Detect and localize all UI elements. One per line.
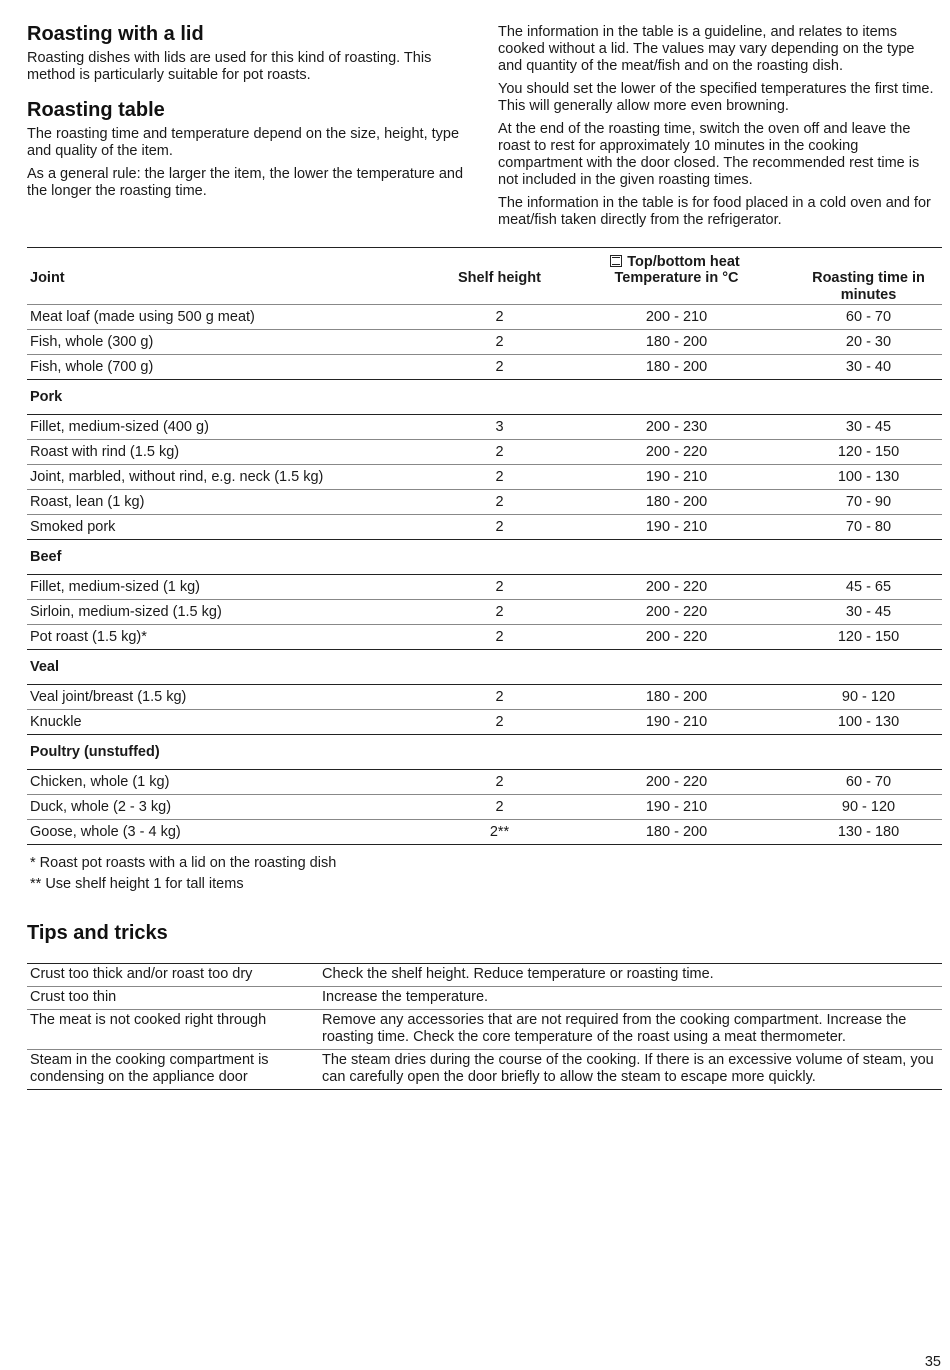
header-shelf-height: Shelf height (458, 270, 541, 286)
cell-joint: Sirloin, medium-sized (1.5 kg) (27, 600, 441, 625)
table-row (27, 685, 942, 710)
cell-shelf-height: 2 (441, 625, 558, 650)
cell-joint: Joint, marbled, without rind, e.g. neck (1.5 kg) (27, 465, 441, 490)
cell-roasting-time: 30 - 45 (795, 415, 942, 440)
cell-shelf-height: 2 (441, 575, 558, 600)
cell-shelf-height: 2 (441, 685, 558, 710)
cell-joint: Smoked pork (27, 515, 441, 540)
cell-shelf-height: 2 (441, 710, 558, 735)
group-name: Beef (27, 540, 942, 575)
cell-roasting-time: 100 - 130 (795, 465, 942, 490)
cell-problem: The meat is not cooked right through (27, 1010, 315, 1050)
cell-temperature: 180 - 200 (558, 355, 795, 380)
cell-roasting-time: 60 - 70 (795, 770, 942, 795)
cell-remedy: Remove any accessories that are not required from the cooking compartment. Increase the roasting time. Check the core temperature of the roast using a meat thermometer. (315, 1010, 942, 1050)
group-header-row (27, 540, 942, 575)
cell-shelf-height: 2 (441, 465, 558, 490)
table-row (27, 490, 942, 515)
group-name: Poultry (unstuffed) (27, 735, 942, 770)
cell-joint: Goose, whole (3 - 4 kg) (27, 820, 441, 845)
paragraph-lower-temperature: You should set the lower of the specified temperatures the first time. This will generally allow more even browning. (498, 81, 934, 114)
cell-joint: Meat loaf (made using 500 g meat) (27, 305, 441, 330)
table-row (27, 305, 942, 330)
cell-joint: Roast with rind (1.5 kg) (27, 440, 441, 465)
tips-row (27, 1010, 942, 1050)
paragraph-cold-oven: The information in the table is for food placed in a cold oven and for meat/fish taken directly from the refrigerator. (498, 195, 931, 228)
header-roasting-time: Roasting time in minutes (812, 270, 925, 303)
cell-roasting-time: 90 - 120 (795, 795, 942, 820)
column-header-row (27, 270, 942, 305)
cell-shelf-height: 2** (441, 820, 558, 845)
cell-joint: Fillet, medium-sized (1 kg) (27, 575, 441, 600)
table-footnotes (30, 853, 336, 895)
cell-joint: Knuckle (27, 710, 441, 735)
group-name: Veal (27, 650, 942, 685)
cell-temperature: 180 - 200 (558, 685, 795, 710)
cell-shelf-height: 2 (441, 600, 558, 625)
left-column (27, 22, 469, 206)
table-row (27, 465, 942, 490)
group-name: Pork (27, 380, 942, 415)
tips-row (27, 987, 942, 1010)
table-row (27, 355, 942, 380)
paragraph-rest-time: At the end of the roasting time, switch the oven off and leave the roast to rest for approximately 10 minutes in the cooking compartment with the door closed. The recommended rest time is not included in the given roasting times. (498, 121, 920, 188)
cell-shelf-height: 2 (441, 770, 558, 795)
cell-temperature: 190 - 210 (558, 465, 795, 490)
cell-joint: Pot roast (1.5 kg)* (27, 625, 441, 650)
cell-problem: Steam in the cooking compartment is condensing on the appliance door (27, 1050, 315, 1090)
roasting-table (27, 247, 942, 845)
cell-joint: Roast, lean (1 kg) (27, 490, 441, 515)
cell-joint: Duck, whole (2 - 3 kg) (27, 795, 441, 820)
cell-temperature: 190 - 210 (558, 710, 795, 735)
top-bottom-heat-icon (610, 255, 622, 267)
group-header-row (27, 380, 942, 415)
cell-shelf-height: 2 (441, 440, 558, 465)
cell-temperature: 180 - 200 (558, 820, 795, 845)
cell-temperature: 200 - 220 (558, 770, 795, 795)
paragraph-general-rule: As a general rule: the larger the item, the lower the temperature and the longer the roasting time. (27, 166, 464, 199)
section-heading-roasting-with-lid: Roasting with a lid (27, 23, 204, 45)
cell-roasting-time: 30 - 45 (795, 600, 942, 625)
table-row (27, 575, 942, 600)
cell-temperature: 200 - 220 (558, 440, 795, 465)
cell-shelf-height: 2 (441, 305, 558, 330)
cell-remedy: Check the shelf height. Reduce temperature or roasting time. (315, 964, 942, 987)
cell-temperature: 200 - 220 (558, 575, 795, 600)
cell-roasting-time: 60 - 70 (795, 305, 942, 330)
cell-shelf-height: 2 (441, 330, 558, 355)
table-row (27, 515, 942, 540)
cell-temperature: 200 - 230 (558, 415, 795, 440)
cell-shelf-height: 2 (441, 795, 558, 820)
cell-roasting-time: 120 - 150 (795, 625, 942, 650)
paragraph-guideline: The information in the table is a guideline, and relates to items cooked without a lid. The values may vary depending on the type and quantity of the meat/fish and on the roasting dish. (498, 24, 915, 74)
table-row (27, 770, 942, 795)
cell-roasting-time: 120 - 150 (795, 440, 942, 465)
tips-table (27, 963, 942, 1090)
group-header-row (27, 650, 942, 685)
cell-remedy: Increase the temperature. (315, 987, 942, 1010)
cell-temperature: 190 - 210 (558, 515, 795, 540)
cell-roasting-time: 45 - 65 (795, 575, 942, 600)
paragraph-lid-intro: Roasting dishes with lids are used for this kind of roasting. This method is particularly suitable for pot roasts. (27, 50, 432, 83)
heat-mode-label: Top/bottom heat (558, 248, 795, 270)
group-header-row (27, 735, 942, 770)
cell-shelf-height: 3 (441, 415, 558, 440)
cell-temperature: 180 - 200 (558, 330, 795, 355)
cell-roasting-time: 100 - 130 (795, 710, 942, 735)
cell-joint: Fillet, medium-sized (400 g) (27, 415, 441, 440)
cell-joint: Chicken, whole (1 kg) (27, 770, 441, 795)
section-heading-roasting-table: Roasting table (27, 99, 165, 121)
cell-roasting-time: 70 - 90 (795, 490, 942, 515)
cell-roasting-time: 20 - 30 (795, 330, 942, 355)
cell-temperature: 200 - 210 (558, 305, 795, 330)
table-row (27, 625, 942, 650)
cell-joint: Fish, whole (300 g) (27, 330, 441, 355)
cell-joint: Fish, whole (700 g) (27, 355, 441, 380)
cell-shelf-height: 2 (441, 355, 558, 380)
paragraph-time-temperature: The roasting time and temperature depend on the size, height, type and quality of the item. (27, 126, 460, 159)
cell-joint: Veal joint/breast (1.5 kg) (27, 685, 441, 710)
right-column (498, 24, 942, 235)
table-row (27, 795, 942, 820)
cell-temperature: 200 - 220 (558, 625, 795, 650)
table-end-rule (27, 845, 942, 846)
table-row (27, 415, 942, 440)
cell-roasting-time: 130 - 180 (795, 820, 942, 845)
cell-problem: Crust too thin (27, 987, 315, 1010)
cell-problem: Crust too thick and/or roast too dry (27, 964, 315, 987)
cell-shelf-height: 2 (441, 515, 558, 540)
header-temperature: Temperature in °C (614, 270, 739, 286)
heat-mode-header-row (27, 248, 942, 270)
table-row (27, 600, 942, 625)
page-number: 35 (924, 1354, 941, 1370)
footnote-shelf-height: ** Use shelf height 1 for tall items (30, 876, 244, 892)
tips-row (27, 1050, 942, 1090)
cell-shelf-height: 2 (441, 490, 558, 515)
header-joint: Joint (30, 270, 65, 286)
table-row (27, 710, 942, 735)
cell-roasting-time: 70 - 80 (795, 515, 942, 540)
tips-row (27, 964, 942, 987)
cell-temperature: 190 - 210 (558, 795, 795, 820)
table-row (27, 440, 942, 465)
table-row (27, 820, 942, 845)
cell-temperature: 180 - 200 (558, 490, 795, 515)
section-heading-tips: Tips and tricks (27, 922, 168, 944)
cell-remedy: The steam dries during the course of the cooking. If there is an excessive volume of steam, you can carefully open the door briefly to allow the steam to escape more quickly. (315, 1050, 942, 1090)
footnote-pot-roast: * Roast pot roasts with a lid on the roasting dish (30, 855, 337, 871)
table-row (27, 330, 942, 355)
cell-roasting-time: 30 - 40 (795, 355, 942, 380)
cell-temperature: 200 - 220 (558, 600, 795, 625)
cell-roasting-time: 90 - 120 (795, 685, 942, 710)
